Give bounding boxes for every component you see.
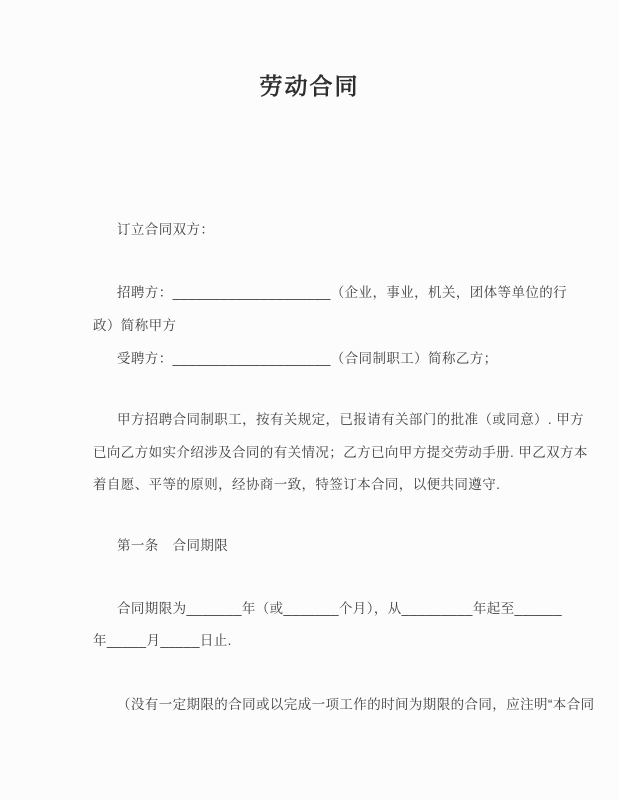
recital-line-3: 着自愿、平等的原则，经协商一致，特签订本合同，以便共同遵守. bbox=[93, 477, 501, 492]
document-title-text: 劳动合同 bbox=[259, 73, 360, 99]
document-title bbox=[0, 68, 619, 101]
note-line-1: （没有一定期限的合同或以完成一项工作的时间为期限的合同，应注明“本合同 bbox=[117, 697, 595, 712]
contract-term-line-1: 合同期限为_______年（或_______个月），从_________年起至______ bbox=[117, 601, 562, 616]
party-a-line-1: 招聘方：____________________（企业，事业，机关，团体等单位的行 bbox=[117, 285, 568, 300]
party-a-line-2: 政）简称甲方 bbox=[93, 318, 177, 333]
recital-line-1: 甲方招聘合同制职工，按有关规定，已报请有关部门的批准（或同意）. 甲方 bbox=[117, 412, 585, 427]
contract-term-line-2: 年_____月_____日止. bbox=[93, 633, 232, 648]
article-1-heading: 第一条 合同期限 bbox=[117, 538, 229, 553]
party-b-line: 受聘方：____________________（合同制职工）简称乙方； bbox=[117, 351, 498, 366]
recital-line-2: 已向乙方如实介绍涉及合同的有关情况；乙方已向甲方提交劳动手册. 甲乙双方本 bbox=[93, 445, 588, 460]
intro-line: 订立合同双方： bbox=[117, 222, 215, 237]
